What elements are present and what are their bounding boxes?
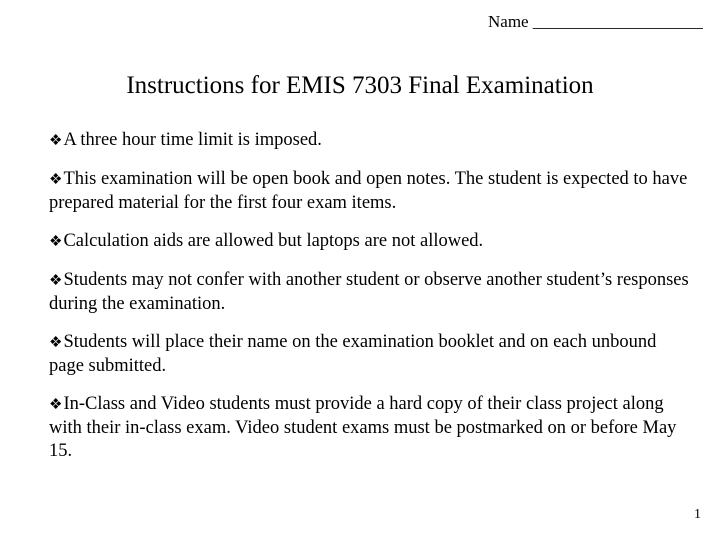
list-item [49,129,689,153]
diamond-bullet-icon: ❖ [49,397,63,413]
name-field-line: Name ____________________ [488,12,703,31]
diamond-bullet-icon: ❖ [49,172,63,188]
page-title: Instructions for EMIS 7303 Final Examination [126,72,594,99]
list-item-text: A three hour time limit is imposed. [63,130,322,150]
list-item [49,393,689,463]
list-item [49,331,689,378]
page-number: 1 [694,507,701,522]
list-item [49,269,689,316]
diamond-bullet-icon: ❖ [49,234,63,250]
list-item-text: In-Class and Video students must provide a hard copy of their class project along with their in-class exam. Video student exams must be postmarked on or before May 15. [49,394,677,461]
diamond-bullet-icon: ❖ [49,133,63,149]
diamond-bullet-icon: ❖ [49,273,63,289]
list-item-text: Calculation aids are allowed but laptops are not allowed. [63,231,484,251]
list-item [49,230,689,254]
diamond-bullet-icon: ❖ [49,335,63,351]
list-item [49,168,689,215]
instruction-list [49,129,689,478]
list-item-text: This examination will be open book and open notes. The student is expected to have prepared material for the first four exam items. [49,169,688,213]
list-item-text: Students will place their name on the examination booklet and on each unbound page submitted. [49,332,657,376]
list-item-text: Students may not confer with another student or observe another student’s responses during the examination. [49,270,689,314]
